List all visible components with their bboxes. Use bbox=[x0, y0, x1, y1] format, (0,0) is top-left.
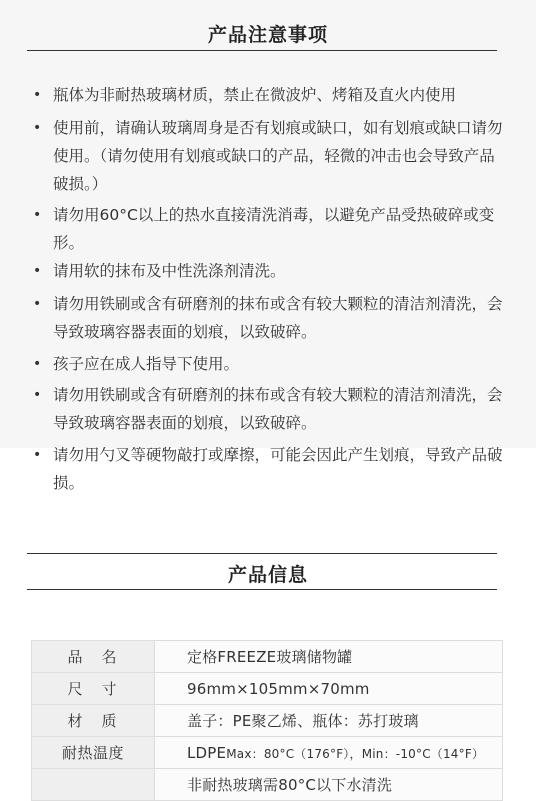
table-row bbox=[32, 737, 503, 769]
info-title-divider bbox=[27, 589, 497, 590]
row-value: 非耐热玻璃需80°C以下水清洗 bbox=[155, 769, 503, 801]
product-info-table bbox=[31, 640, 503, 801]
bullet-icon: • bbox=[33, 387, 42, 403]
row-label: 尺 寸 bbox=[32, 673, 155, 705]
notes-title: 产品注意事项 bbox=[207, 24, 328, 46]
row-value: LDPEMax：80°C（176°F），Min：-10°C（14°F） bbox=[155, 737, 503, 769]
row-value: 96mm×105mm×70mm bbox=[155, 673, 503, 705]
info-title: 产品信息 bbox=[227, 564, 308, 586]
bullet-icon: • bbox=[33, 120, 42, 136]
table-row bbox=[32, 705, 503, 737]
bullet-icon: • bbox=[33, 207, 42, 223]
table-row bbox=[32, 673, 503, 705]
row-label: 材 质 bbox=[32, 705, 155, 737]
info-title-top-divider bbox=[27, 553, 497, 554]
bullet-icon: • bbox=[33, 87, 42, 103]
bullet-icon: • bbox=[33, 296, 42, 312]
note-item: • 孩子应在成人指导下使用。 bbox=[53, 350, 503, 378]
note-item: • 请勿用铁刷或含有研磨剂的抹布或含有较大颗粒的清洁剂清洗，会导致玻璃容器表面的划痕，以致破碎。 bbox=[53, 290, 503, 346]
note-item: • 请勿用60°C以上的热水直接清洗消毒，以避免产品受热破碎或变形。 bbox=[53, 201, 503, 257]
note-item: • 瓶体为非耐热玻璃材质，禁止在微波炉、烤箱及直火内使用 bbox=[53, 81, 503, 109]
note-item: • 使用前，请确认玻璃周身是否有划痕或缺口，如有划痕或缺口请勿使用。（请勿使用有划痕或缺口的产品，轻微的冲击也会导致产品破损。） bbox=[53, 114, 503, 198]
row-label: 耐热温度 bbox=[32, 737, 155, 769]
table-row bbox=[32, 769, 503, 801]
note-item: • 请勿用铁刷或含有研磨剂的抹布或含有较大颗粒的清洁剂清洗，会导致玻璃容器表面的划痕，以致破碎。 bbox=[53, 381, 503, 437]
note-item: • 请用软的抹布及中性洗涤剂清洗。 bbox=[53, 257, 503, 285]
row-label: 品 名 bbox=[32, 641, 155, 673]
row-value: 盖子：PE聚乙烯、瓶体：苏打玻璃 bbox=[155, 705, 503, 737]
note-item: • 请勿用勺叉等硬物敲打或摩擦，可能会因此产生划痕，导致产品破损。 bbox=[53, 441, 503, 497]
table-row bbox=[32, 641, 503, 673]
bullet-icon: • bbox=[33, 356, 42, 372]
bullet-icon: • bbox=[33, 447, 42, 463]
notes-title-divider bbox=[27, 50, 497, 51]
row-label bbox=[32, 769, 155, 801]
row-value: 定格FREEZE玻璃储物罐 bbox=[155, 641, 503, 673]
bullet-icon: • bbox=[33, 263, 42, 279]
